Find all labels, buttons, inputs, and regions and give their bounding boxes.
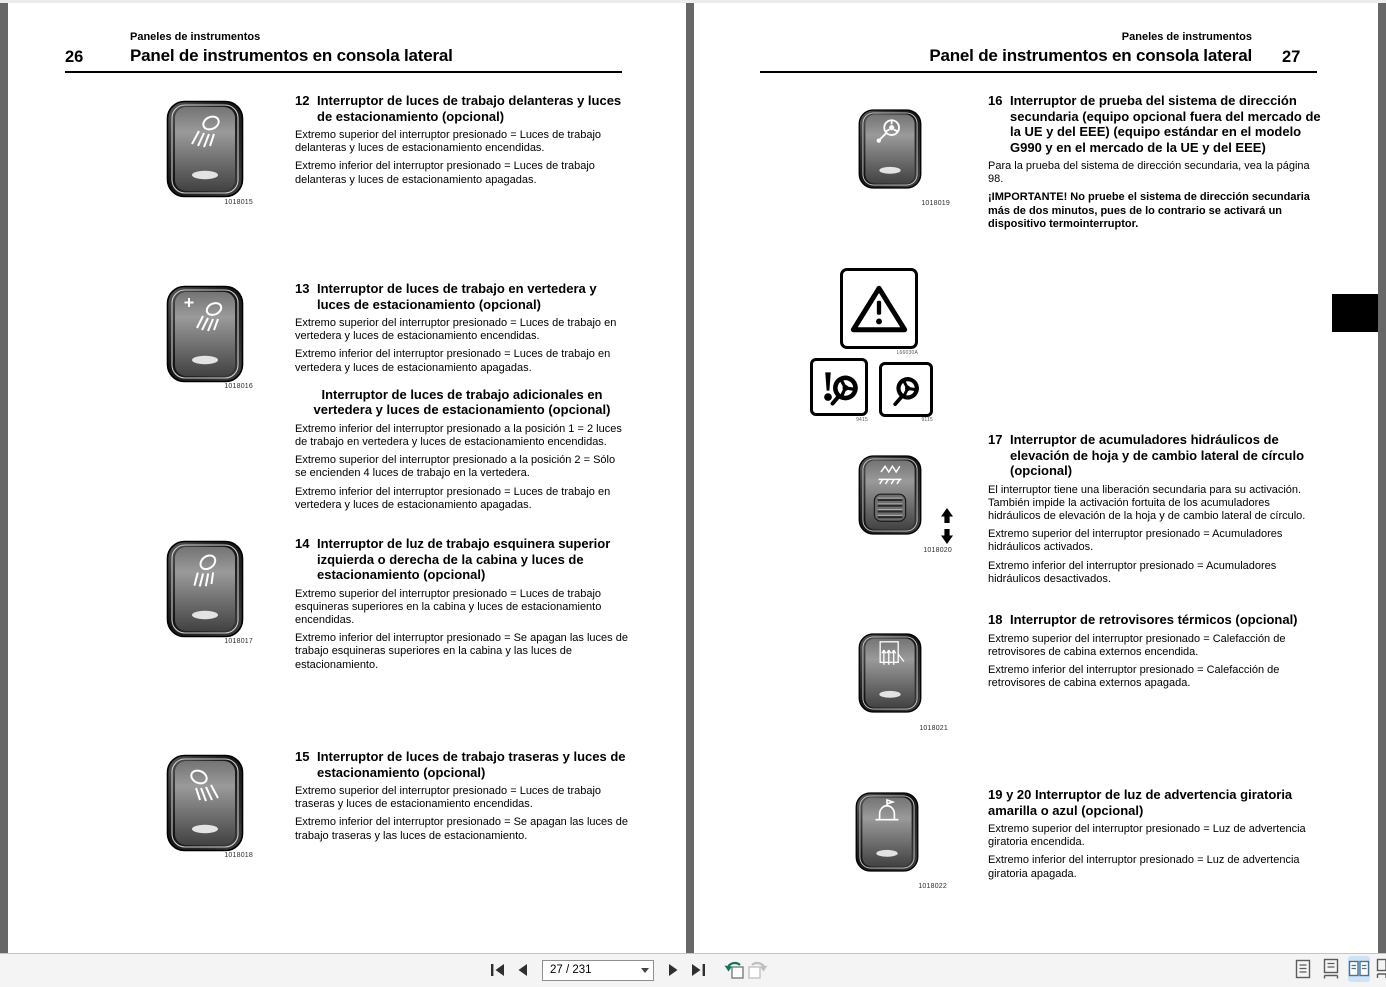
item-paragraph: Extremo inferior del interruptor presionado = Acumuladores hidráulicos desactivados. (988, 559, 1277, 585)
steering-alert-pictogram (810, 358, 868, 416)
continuous-scroll-view-button[interactable] (1320, 956, 1342, 982)
previous-view-button[interactable] (722, 958, 746, 982)
two-page-view-button[interactable] (1348, 956, 1370, 982)
page-title: Panel de instrumentos en consola lateral (130, 46, 453, 65)
warning-triangle-icon (850, 283, 908, 335)
exclamation-steering-icon (817, 365, 861, 409)
figure-caption: 1018017 (224, 638, 253, 645)
item-heading: 14 Interruptor de luz de trabajo esquinera superior izquierda o derecha de la cabina y luces de estacionamiento (opcional) (295, 536, 611, 582)
steering-check-pictogram (879, 362, 933, 417)
chevron-down-icon (641, 968, 649, 973)
switch-figure-rotating-beacon (855, 782, 919, 887)
item-paragraph: Extremo superior del interruptor presionado = Luces de trabajo esquineras superiores en la cabina y luces de estacionamiento encendidas. (295, 587, 602, 626)
switch-figure-hydraulic-accumulators (858, 445, 922, 550)
important-note: ¡IMPORTANTE! No pruebe el sistema de dirección secundaria más de dos minutos, pues de lo contrario se activará un dispositivo termointerruptor. (988, 191, 1310, 230)
previous-page-icon (516, 963, 528, 977)
figure-caption: 1018020 (923, 547, 952, 554)
two-page-scroll-icon (1376, 958, 1386, 980)
item-paragraph: Extremo inferior del interruptor presionado = Se apagan las luces de trabajo traseras y las luces de estacionamiento. (295, 816, 628, 842)
next-page-button[interactable] (662, 958, 686, 982)
item-18 (988, 612, 1322, 690)
item-heading: 13 Interruptor de luces de trabajo en vertedera y luces de estacionamiento (opcional) (295, 281, 597, 312)
item-heading: 16 Interruptor de prueba del sistema de dirección secundaria (equipo opcional fuera del mercado de la UE y del EEE) (equipo estándar en el modelo G990 y en el mercado de la UE y del EEE) (988, 93, 1321, 155)
item-heading: 12 Interruptor de luces de trabajo delanteras y luces de estacionamiento (opcional) (295, 93, 622, 124)
figure-caption: 1018019 (921, 200, 950, 207)
two-page-scroll-view-button[interactable] (1376, 956, 1386, 982)
figure-caption: 1018021 (919, 725, 948, 732)
sub-item-heading: Interruptor de luces de trabajo adicionales en vertedera y luces de estacionamiento (opcional) (313, 386, 611, 418)
item-paragraph: Para la prueba del sistema de dirección secundaria, vea la página 98. (988, 160, 1310, 186)
figure-caption: 1018022 (918, 883, 947, 890)
item-17 (988, 432, 1322, 586)
item-paragraph: Extremo superior del interruptor presionado = Luces de trabajo traseras y luces de estacionamiento encendidas. (295, 785, 602, 811)
item-16 (988, 93, 1322, 231)
item-paragraph: Extremo inferior del interruptor presionado = Calefacción de retrovisores de cabina externos apagada. (988, 663, 1280, 690)
page-indicator-value: 27 / 231 (550, 964, 592, 976)
page-navigation (486, 957, 770, 983)
item-paragraph: Extremo inferior del interruptor presionado = Luz de advertencia giratoria apagada. (988, 854, 1300, 880)
figure-caption: 1018016 (224, 383, 253, 390)
item-paragraph: El interruptor tiene una liberación secundaria para su activación. También impide la activación fortuita de los acumuladores hidráulicos de elevación de la hoja y de cambio lateral de círculo. (988, 483, 1306, 522)
section-header: Paneles de instrumentos (1121, 31, 1252, 43)
view-history-buttons (722, 958, 770, 982)
page-number: 26 (65, 48, 84, 66)
switch-figure-rear-work-lights (165, 754, 245, 857)
continuous-scroll-icon (1321, 958, 1341, 980)
item-paragraph: Extremo inferior del interruptor presionado = Luces de trabajo delanteras y luces de estacionamiento apagadas. (295, 160, 595, 186)
last-page-button[interactable] (686, 958, 710, 982)
item-paragraph: Extremo superior del interruptor presionado = Calefacción de retrovisores de cabina externos encendida. (988, 632, 1286, 658)
previous-page-button[interactable] (510, 958, 534, 982)
item-13 (295, 281, 629, 512)
header-rule (65, 71, 622, 73)
item-paragraph: Extremo inferior del interruptor presionado = Luces de trabajo en vertedera y luces de estacionamiento apagadas. (295, 485, 611, 511)
item-heading: 17 Interruptor de acumuladores hidráulicos de elevación de hoja y de cambio lateral de círculo (opcional) (988, 432, 1305, 478)
item-heading: 15 Interruptor de luces de trabajo traseras y luces de estacionamiento (opcional) (295, 749, 626, 780)
document-page-27 (694, 3, 1378, 953)
steering-magnifier-icon (886, 370, 926, 410)
switch-figure-heated-mirrors (858, 623, 922, 728)
page-title: Panel de instrumentos en consola lateral (929, 46, 1252, 65)
item-15 (295, 749, 629, 843)
page-number-combobox[interactable] (542, 960, 654, 981)
figure-caption: 1018018 (224, 852, 253, 859)
page-layout-controls (1292, 956, 1386, 982)
single-page-view-button[interactable] (1292, 956, 1314, 982)
item-paragraph: Extremo superior del interruptor presionado = Luz de advertencia giratoria encendida. (988, 823, 1306, 849)
section-header: Paneles de instrumentos (130, 31, 261, 43)
item-paragraph: Extremo inferior del interruptor presionado = Se apagan las luces de trabajo esquineras superiores en la cabina y las luces de estacionamiento. (295, 632, 628, 671)
item-paragraph: Extremo superior del interruptor presionado = Luces de trabajo delanteras y luces de estacionamiento encendidas. (295, 129, 602, 155)
page-edge-section-tab (1332, 294, 1378, 332)
item-12 (295, 93, 629, 187)
item-paragraph: Extremo superior del interruptor presionado a la posición 2 = Sólo se encienden 4 luces de trabajo en la vertedera. (295, 454, 616, 480)
last-page-icon (690, 963, 706, 977)
next-view-button[interactable] (746, 958, 770, 982)
next-page-icon (668, 963, 680, 977)
warning-triangle-label (840, 268, 918, 349)
switch-figure-corner-work-light (165, 540, 245, 643)
figure-caption: L66030A (896, 350, 918, 356)
figure-caption: 9115 (921, 417, 933, 423)
item-paragraph: Extremo inferior del interruptor presionado a la posición 1 = 2 luces de trabajo en vertedera y luces de estacionamiento encendidas. (295, 422, 622, 449)
item-14 (295, 536, 629, 672)
secondary-release-grip (874, 494, 905, 521)
header-rule (760, 71, 1317, 73)
item-heading: 19 y 20 Interruptor de luz de advertencia giratoria amarilla o azul (opcional) (988, 787, 1293, 818)
document-page-26 (8, 3, 686, 953)
first-page-button[interactable] (486, 958, 510, 982)
two-page-view-icon (1348, 958, 1370, 980)
previous-view-icon (723, 961, 745, 979)
item-19-20 (988, 787, 1322, 881)
figure-caption: 1018015 (224, 199, 253, 206)
page-number: 27 (1282, 48, 1301, 66)
next-view-icon (747, 961, 769, 979)
item-paragraph: Extremo superior del interruptor presionado = Acumuladores hidráulicos activados. (988, 528, 1283, 554)
switch-figure-front-work-lights (165, 100, 245, 203)
single-page-view-icon (1293, 958, 1313, 980)
toggle-direction-arrows-icon (940, 508, 954, 549)
figure-caption: 9415 (856, 417, 868, 423)
first-page-icon (490, 963, 506, 977)
item-paragraph: Extremo inferior del interruptor presionado = Luces de trabajo en vertedera y luces de estacionamiento apagadas. (295, 348, 611, 374)
item-paragraph: Extremo superior del interruptor presionado = Luces de trabajo en vertedera y luces de estacionamiento encendidas. (295, 317, 617, 343)
switch-figure-secondary-steering-test (858, 99, 922, 204)
item-heading: 18 Interruptor de retrovisores térmicos (opcional) (988, 612, 1298, 627)
switch-figure-mouldboard-work-lights (165, 285, 245, 388)
